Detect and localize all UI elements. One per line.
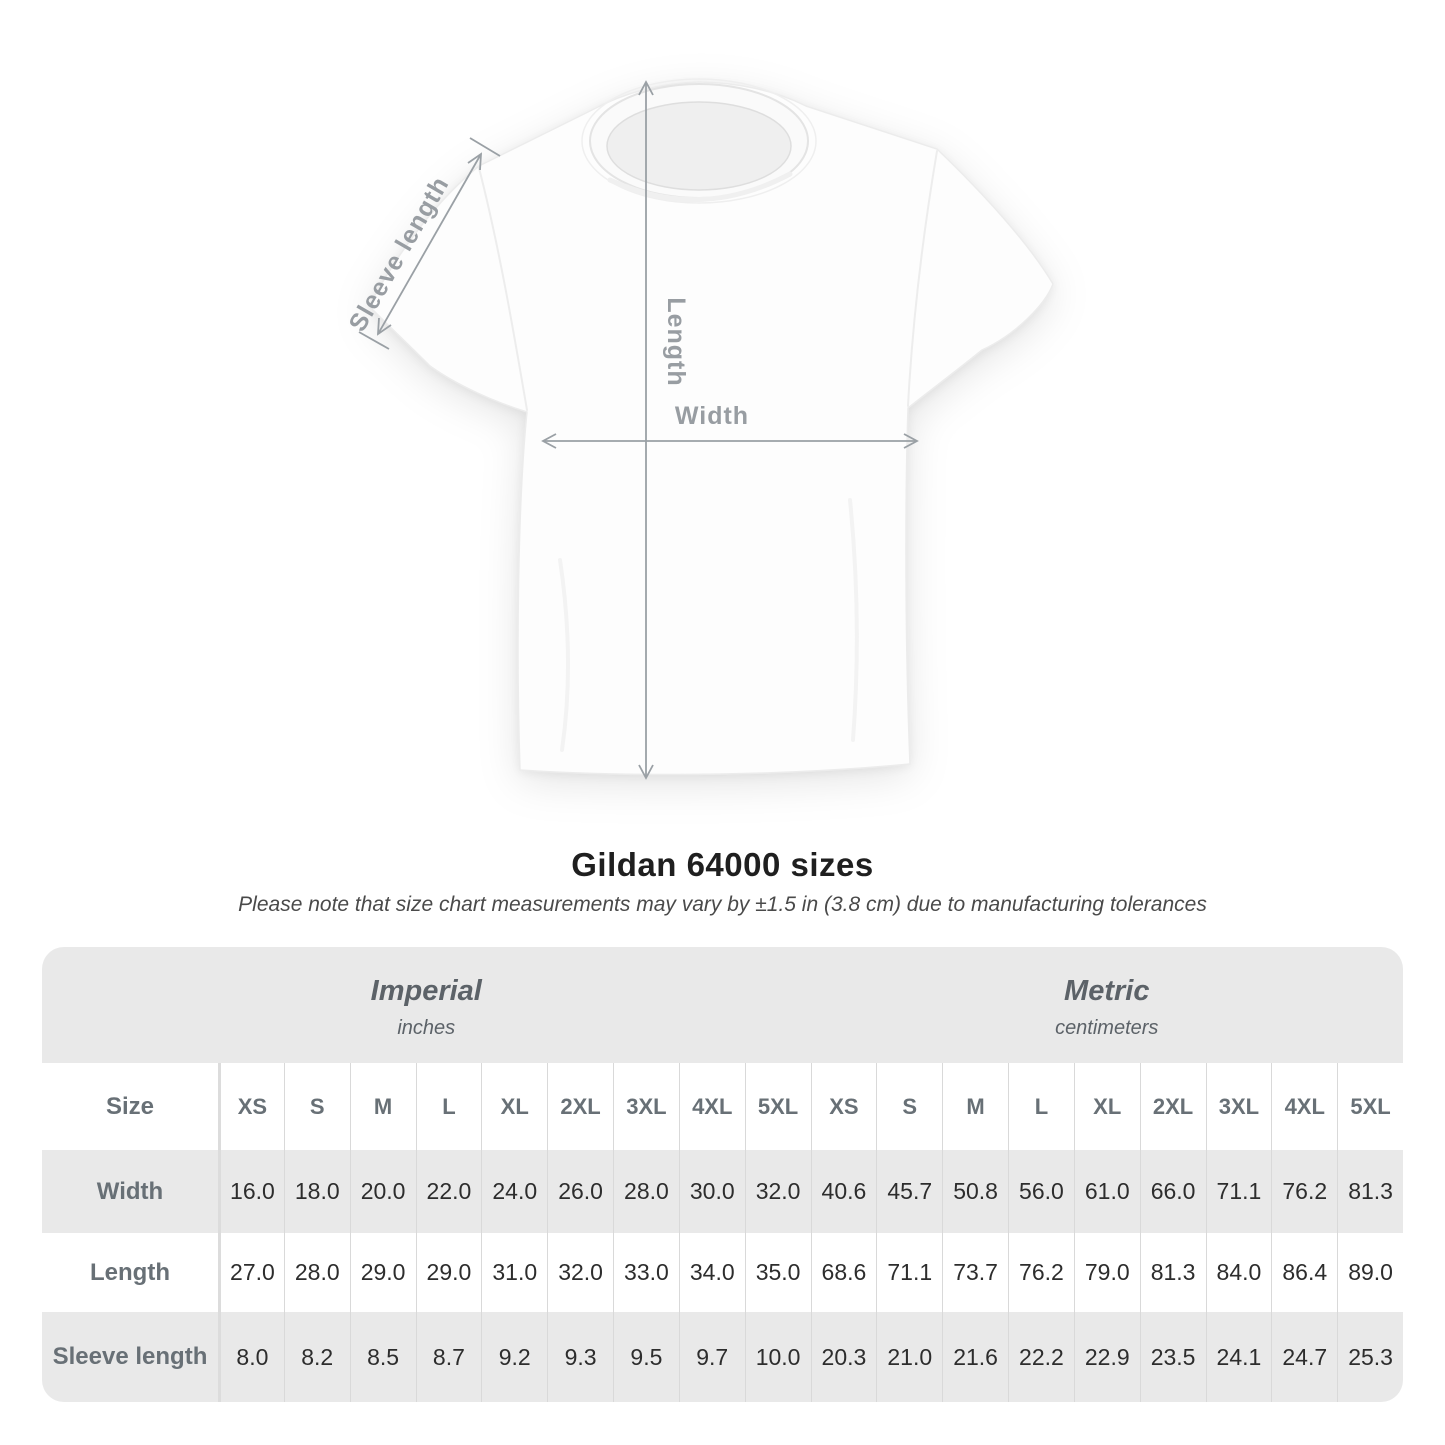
row-label: Width [42, 1150, 218, 1233]
size-col-header: L [416, 1063, 482, 1150]
measurement-cell: 9.7 [679, 1312, 745, 1402]
measurement-cell: 8.5 [350, 1312, 416, 1402]
measurement-cell: 56.0 [1008, 1150, 1074, 1233]
size-col-header: 4XL [1271, 1063, 1337, 1150]
measurement-cell: 45.7 [876, 1150, 942, 1233]
unit-group-sublabel: centimeters [1055, 1016, 1159, 1039]
measurement-cell: 20.3 [811, 1312, 877, 1402]
measurement-cell: 8.7 [416, 1312, 482, 1402]
measurement-cell: 89.0 [1337, 1233, 1403, 1312]
measurement-cell: 8.0 [218, 1312, 284, 1402]
measurement-cell: 21.6 [942, 1312, 1008, 1402]
sleeve-length-label: Sleeve length [343, 171, 455, 337]
measurement-cell: 23.5 [1140, 1312, 1206, 1402]
measurement-cell: 32.0 [745, 1150, 811, 1233]
unit-group-label: Metric [1064, 974, 1150, 1007]
measurement-cell: 24.7 [1271, 1312, 1337, 1402]
measurement-cell: 20.0 [350, 1150, 416, 1233]
size-col-header: 5XL [1337, 1063, 1403, 1150]
measurement-cell: 76.2 [1008, 1233, 1074, 1312]
measurement-cell: 21.0 [876, 1312, 942, 1402]
measurement-cell: 18.0 [284, 1150, 350, 1233]
size-col-header: XL [481, 1063, 547, 1150]
measurement-cell: 81.3 [1337, 1150, 1403, 1233]
measurement-cell: 35.0 [745, 1233, 811, 1312]
measurement-cell: 9.5 [613, 1312, 679, 1402]
measurement-cell: 84.0 [1206, 1233, 1272, 1312]
size-column-header: Size [105, 1092, 155, 1120]
measurement-cell: 29.0 [350, 1233, 416, 1312]
width-label: Width [674, 402, 750, 430]
unit-group-sublabel: inches [397, 1016, 456, 1039]
measurement-cell: 73.7 [942, 1233, 1008, 1312]
measurement-cell: 50.8 [942, 1150, 1008, 1233]
measurement-cell: 25.3 [1337, 1312, 1403, 1402]
size-col-header: M [350, 1063, 416, 1150]
size-col-header: 2XL [1140, 1063, 1206, 1150]
page-title: Gildan 64000 sizes [571, 846, 874, 883]
size-col-header: S [284, 1063, 350, 1150]
measurement-cell: 26.0 [547, 1150, 613, 1233]
measurement-cell: 10.0 [745, 1312, 811, 1402]
unit-group-metric [811, 947, 1404, 1063]
size-col-header: 4XL [679, 1063, 745, 1150]
measurement-cell: 86.4 [1271, 1233, 1337, 1312]
measurement-cell: 22.9 [1074, 1312, 1140, 1402]
size-col-header: XS [218, 1063, 284, 1150]
measurement-cell: 27.0 [218, 1233, 284, 1312]
unit-group-label: Imperial [370, 974, 482, 1007]
size-col-header: 2XL [547, 1063, 613, 1150]
measurement-cell: 22.2 [1008, 1312, 1074, 1402]
size-col-header: 3XL [613, 1063, 679, 1150]
measurement-cell: 24.0 [481, 1150, 547, 1233]
row-label: Sleeve length [42, 1312, 218, 1402]
measurement-cell: 30.0 [679, 1150, 745, 1233]
measurement-cell: 9.2 [481, 1312, 547, 1402]
size-col-header: XL [1074, 1063, 1140, 1150]
collar-opening [607, 102, 791, 190]
measurement-cell: 28.0 [284, 1233, 350, 1312]
row-label: Length [90, 1258, 170, 1286]
measurement-cell: 68.6 [811, 1233, 877, 1312]
measurement-cell: 40.6 [811, 1150, 877, 1233]
measurement-cell: 29.0 [416, 1233, 482, 1312]
measurement-cell: 61.0 [1074, 1150, 1140, 1233]
measurement-cell: 8.2 [284, 1312, 350, 1402]
measurement-cell: 34.0 [679, 1233, 745, 1312]
size-col-header: M [942, 1063, 1008, 1150]
measurement-cell: 71.1 [876, 1233, 942, 1312]
measurement-cell: 24.1 [1206, 1312, 1272, 1402]
page-subtitle: Please note that size chart measurements may vary by ±1.5 in (3.8 cm) due to manufacturing tolerances [238, 893, 1207, 916]
measurement-cell: 22.0 [416, 1150, 482, 1233]
measurement-cell: 76.2 [1271, 1150, 1337, 1233]
measurement-cell: 66.0 [1140, 1150, 1206, 1233]
size-col-header: 5XL [745, 1063, 811, 1150]
measurement-cell: 16.0 [218, 1150, 284, 1233]
size-col-header: XS [811, 1063, 877, 1150]
measurement-cell: 71.1 [1206, 1150, 1272, 1233]
unit-group-imperial [42, 947, 811, 1063]
size-col-header: 3XL [1206, 1063, 1272, 1150]
measurement-cell: 31.0 [481, 1233, 547, 1312]
measurement-cell: 33.0 [613, 1233, 679, 1312]
size-table [42, 947, 1403, 1402]
measurement-cell: 9.3 [547, 1312, 613, 1402]
size-col-header: S [876, 1063, 942, 1150]
length-label: Length [662, 297, 690, 387]
measurement-cell: 79.0 [1074, 1233, 1140, 1312]
measurement-cell: 28.0 [613, 1150, 679, 1233]
measurement-cell: 81.3 [1140, 1233, 1206, 1312]
size-col-header: L [1008, 1063, 1074, 1150]
measurement-cell: 32.0 [547, 1233, 613, 1312]
